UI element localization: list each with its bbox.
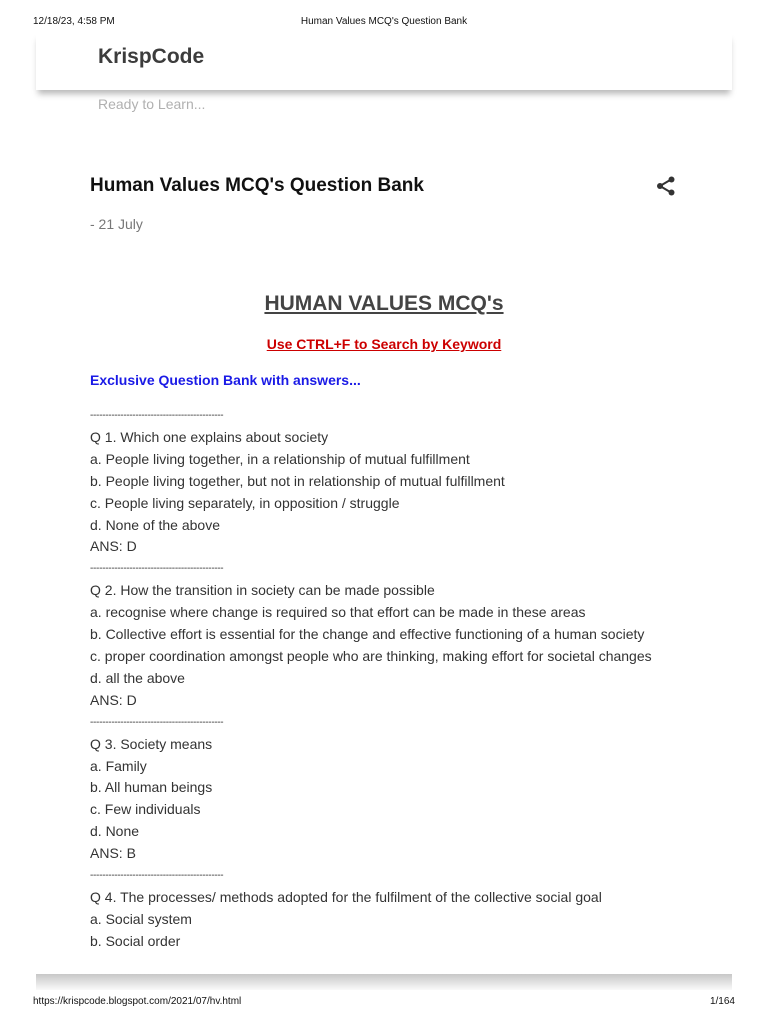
- question-line: ANS: D: [90, 691, 137, 708]
- print-page-number: 1/164: [709, 996, 735, 1007]
- print-header: [0, 16, 768, 30]
- question-line: Q 2. How the transition in society can be made possible: [90, 582, 435, 599]
- question-line: b. Collective effort is essential for the change and effective functioning of a human society: [90, 626, 645, 643]
- question-line: d. None of the above: [90, 516, 220, 533]
- question-line: Q 3. Society means: [90, 735, 213, 752]
- question-line: b. Social order: [90, 932, 181, 949]
- separator-line: --------------------------------------------: [90, 563, 224, 575]
- question-line: Q 1. Which one explains about society: [90, 428, 329, 445]
- question-line: d. None: [90, 823, 140, 840]
- question-line: c. Few individuals: [90, 801, 201, 818]
- question-line: a. recognise where change is required so that effort can be made in these areas: [90, 604, 586, 621]
- site-header: [36, 32, 732, 90]
- site-tagline: Ready to Learn...: [98, 96, 206, 112]
- question-line: c. People living separately, in opposition / struggle: [90, 494, 400, 511]
- page-bottom-shadow: [36, 974, 732, 990]
- search-hint: Use CTRL+F to Search by Keyword: [266, 336, 502, 352]
- question-line: d. all the above: [90, 669, 185, 686]
- print-url: https://krispcode.blogspot.com/2021/07/hv.html: [33, 996, 242, 1007]
- print-footer: [0, 996, 768, 1010]
- question-line: b. All human beings: [90, 779, 213, 796]
- print-doc-title: Human Values MCQ's Question Bank: [300, 16, 468, 27]
- print-datetime: 12/18/23, 4:58 PM: [33, 16, 115, 27]
- question-line: Q 4. The processes/ methods adopted for the fulfilment of the collective social goal: [90, 888, 602, 905]
- question-line: a. Family: [90, 757, 147, 774]
- question-line: a. People living together, in a relationship of mutual fulfillment: [90, 450, 470, 467]
- post-title: Human Values MCQ's Question Bank: [90, 175, 424, 196]
- separator-line: --------------------------------------------: [90, 410, 224, 421]
- question-list: [90, 405, 680, 953]
- separator-line: --------------------------------------------: [90, 716, 224, 728]
- question-line: ANS: D: [90, 538, 137, 555]
- question-line: c. proper coordination amongst people who are thinking, making effort for societal changes: [90, 647, 652, 664]
- question-line: a. Social system: [90, 910, 192, 927]
- content-heading: HUMAN VALUES MCQ's: [264, 292, 504, 315]
- question-line: ANS: B: [90, 845, 136, 862]
- separator-line: --------------------------------------------: [90, 870, 224, 882]
- post-date: - 21 July: [90, 216, 143, 232]
- question-line: b. People living together, but not in relationship of mutual fulfillment: [90, 472, 505, 489]
- exclusive-note: Exclusive Question Bank with answers...: [90, 372, 361, 388]
- site-brand-link[interactable]: KrispCode: [98, 45, 205, 68]
- share-icon[interactable]: [654, 175, 678, 197]
